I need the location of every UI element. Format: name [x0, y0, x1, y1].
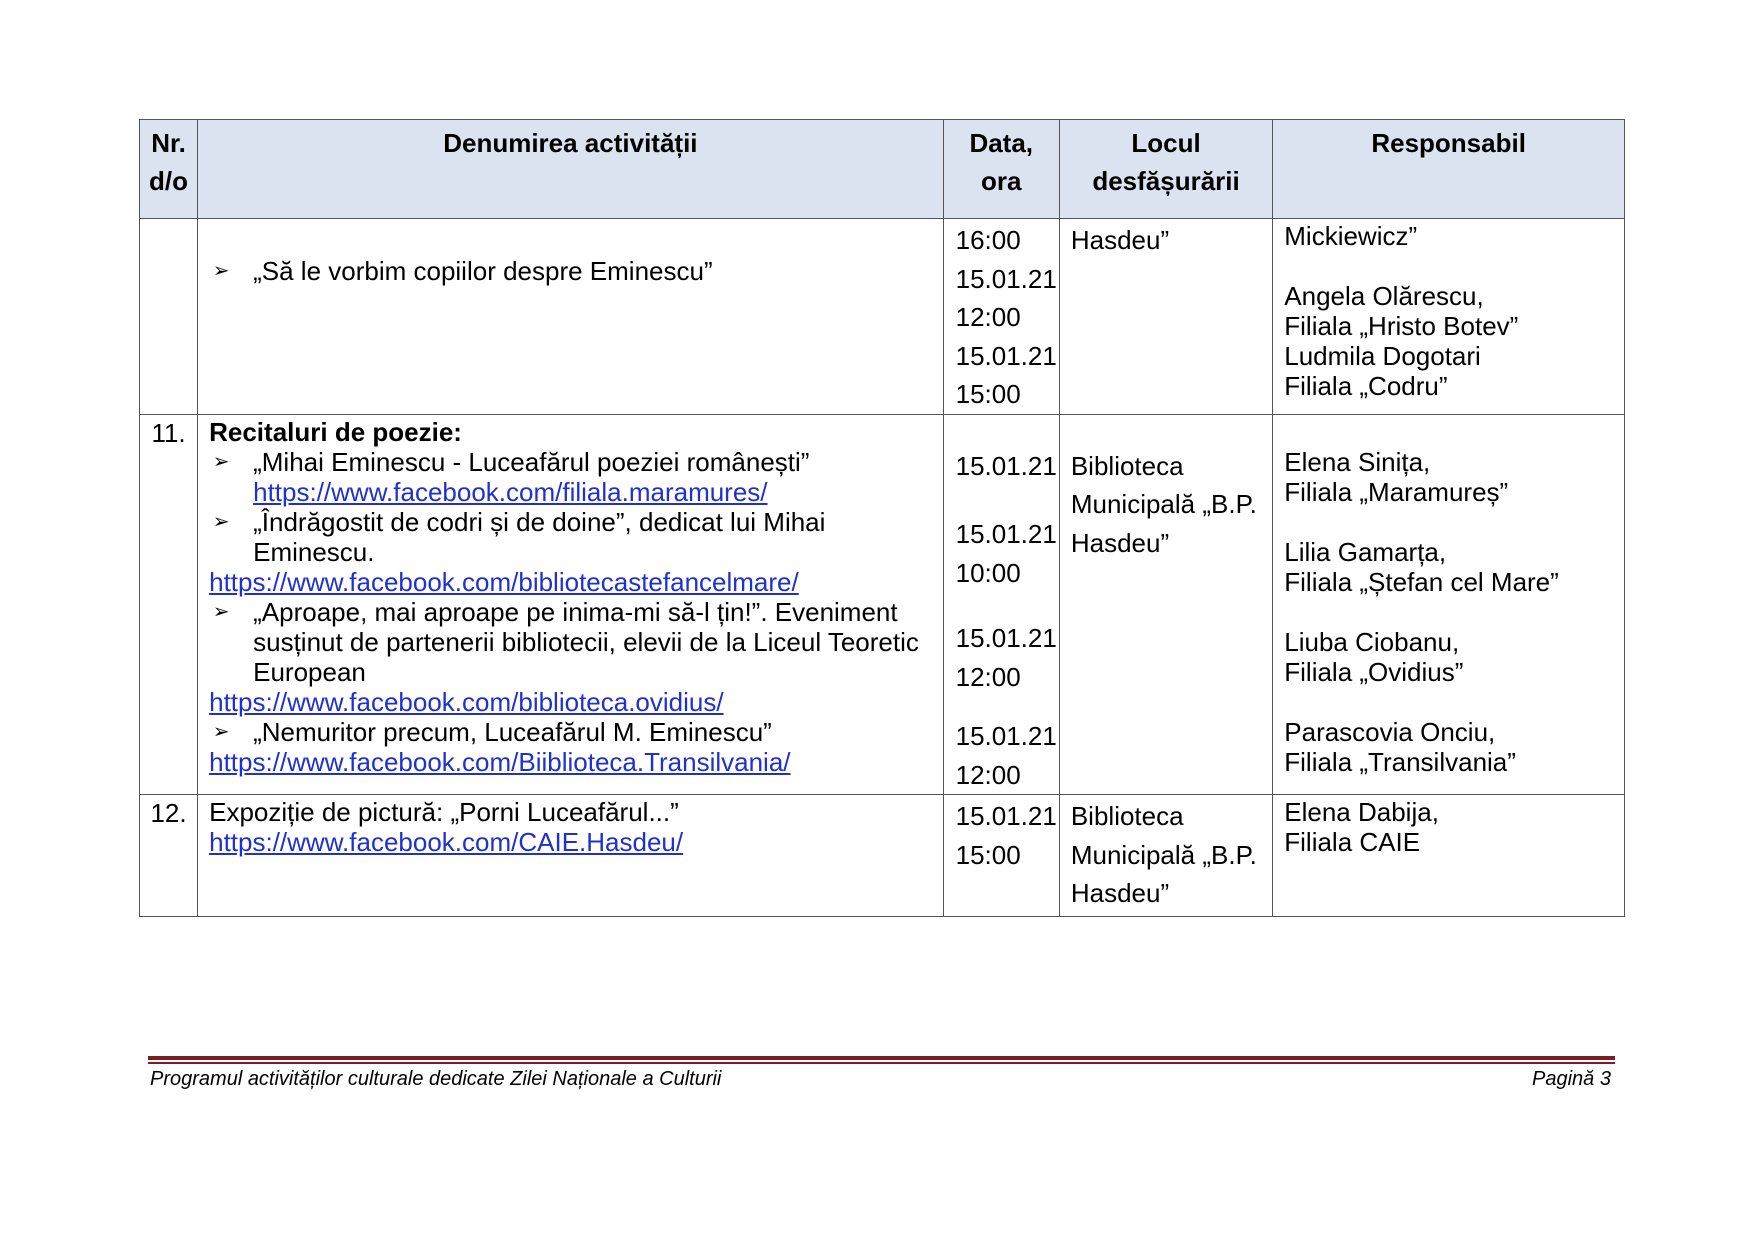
table-header-row	[140, 120, 1625, 219]
location-cell: Biblioteca Municipală „B.P. Hasdeu”	[1059, 414, 1272, 795]
list-item: ➢ „Aproape, mai aproape pe inima-mi să-l țin!”. Eveniment susținut de partenerii bibliotecii, elevii de la Liceul Teoretic European	[209, 597, 933, 687]
header-location: Locul desfășurării	[1059, 120, 1272, 219]
header-activity: Denumirea activității	[198, 120, 944, 219]
facebook-link-maramures[interactable]: https://www.facebook.com/filiala.maramures/	[253, 476, 768, 507]
activity-cell	[198, 219, 944, 415]
row-nr-cell: 11.	[140, 414, 198, 795]
date-cell: 16:00 15.01.21 12:00 15.01.21 15:00	[943, 219, 1059, 415]
list-item: ➢ „Îndrăgostit de codri și de doine”, dedicat lui Mihai Eminescu.	[209, 507, 933, 567]
date-cell: 15.01.21 15.01.21 10:00 15.01.21 12:00 15.01.21 12:00	[943, 414, 1059, 795]
activities-table	[139, 119, 1625, 917]
header-nr: Nr. d/o	[140, 120, 198, 219]
list-item: ➢ „Să le vorbim copiilor despre Eminescu”	[209, 255, 933, 289]
header-date: Data, ora	[943, 120, 1059, 219]
location-cell: Hasdeu”	[1059, 219, 1272, 415]
location-cell: Biblioteca Municipală „B.P. Hasdeu”	[1059, 795, 1272, 917]
arrow-bullet-icon: ➢	[212, 259, 230, 282]
responsible-cell: Elena Dabija, Filiala CAIE	[1273, 795, 1625, 917]
list-item: ➢ „Mihai Eminescu - Luceafărul poeziei românești”	[209, 447, 933, 477]
facebook-link-caie[interactable]: https://www.facebook.com/CAIE.Hasdeu/	[209, 827, 684, 857]
date-cell: 15.01.21 15:00	[943, 795, 1059, 917]
page-number: Pagină 3	[1532, 1068, 1611, 1090]
footer-divider-thick	[148, 1056, 1615, 1060]
facebook-link-stefan-cel-mare[interactable]: https://www.facebook.com/bibliotecastefancelmare/	[209, 566, 799, 597]
row-nr-cell: 12.	[140, 795, 198, 917]
facebook-link-ovidius[interactable]: https://www.facebook.com/biblioteca.ovidius/	[209, 686, 724, 717]
responsible-cell: Elena Sinița, Filiala „Maramureș” Lilia Gamarța, Filiala „Ștefan cel Mare” Liuba Ciobanu, Filiala „Ovidius” Parascovia Onciu, Filiala „Transilvania”	[1273, 414, 1625, 795]
footer-divider-thin	[148, 1062, 1615, 1064]
activity-cell	[198, 414, 944, 795]
arrow-bullet-icon: ➢	[212, 450, 230, 473]
header-responsible: Responsabil	[1273, 120, 1625, 219]
arrow-bullet-icon: ➢	[212, 600, 230, 623]
footer-title: Programul activităților culturale dedicate Zilei Naționale a Culturii	[150, 1068, 722, 1090]
facebook-link-transilvania[interactable]: https://www.facebook.com/Biiblioteca.Transilvania/	[209, 746, 791, 777]
table-row-12	[140, 795, 1625, 917]
table-row-continued	[140, 219, 1625, 415]
list-item: ➢ „Nemuritor precum, Luceafărul M. Eminescu”	[209, 717, 933, 747]
arrow-bullet-icon: ➢	[212, 510, 230, 533]
arrow-bullet-icon: ➢	[212, 720, 230, 743]
row-nr-cell	[140, 219, 198, 415]
activity-title: Recitaluri de poezie:	[209, 416, 462, 447]
table-row-11	[140, 414, 1625, 795]
responsible-cell: Mickiewicz” Angela Olărescu, Filiala „Hristo Botev” Ludmila Dogotari Filiala „Codru”	[1273, 219, 1625, 415]
activity-cell: Expoziție de pictură: „Porni Luceafărul...” https://www.facebook.com/CAIE.Hasdeu/	[198, 795, 944, 917]
